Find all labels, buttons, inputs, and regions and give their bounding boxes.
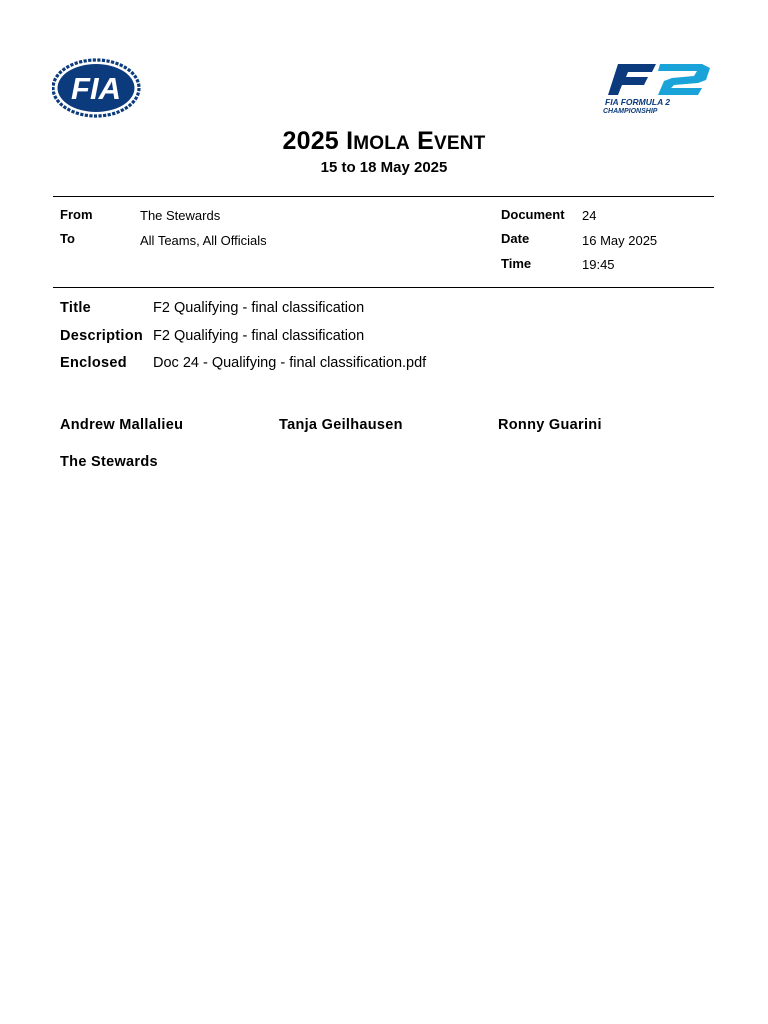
time-value: 19:45 — [582, 257, 615, 272]
enclosed-value: Doc 24 - Qualifying - final classification.pdf — [153, 355, 427, 371]
from-value: The Stewards — [140, 208, 221, 223]
event-title — [0, 126, 768, 159]
event-name-word-1: IMOLA — [346, 127, 410, 155]
document-label: Document — [501, 207, 565, 222]
divider-bottom — [53, 287, 714, 288]
event-year: 2025 — [282, 127, 339, 155]
event-header — [0, 126, 768, 177]
date-value: 16 May 2025 — [582, 233, 658, 248]
to-label: To — [60, 231, 75, 246]
event-dates: 15 to 18 May 2025 — [320, 159, 448, 176]
date-label: Date — [501, 231, 530, 246]
steward-name-3: Ronny Guarini — [498, 417, 602, 433]
time-label: Time — [501, 256, 532, 271]
stewards-signature: The Stewards — [60, 454, 158, 470]
description-value: F2 Qualifying - final classification — [153, 328, 365, 344]
title-label: Title — [60, 300, 92, 316]
steward-name-1: Andrew Mallalieu — [60, 417, 184, 433]
f2-logo-line1: FIA FORMULA 2 — [605, 97, 671, 107]
f2-championship-logo-icon — [598, 62, 716, 114]
enclosed-label: Enclosed — [60, 355, 127, 371]
description-label: Description — [60, 328, 144, 344]
fia-logo-text: FIA — [71, 71, 121, 106]
steward-name-2: Tanja Geilhausen — [279, 417, 403, 433]
divider-top — [53, 196, 714, 197]
title-value: F2 Qualifying - final classification — [153, 300, 365, 316]
f2-logo-line2: CHAMPIONSHIP — [603, 108, 658, 114]
from-label: From — [60, 207, 93, 222]
event-name-word-2: EVENT — [417, 127, 486, 155]
document-value: 24 — [582, 208, 597, 223]
fia-logo-icon — [52, 58, 142, 118]
to-value: All Teams, All Officials — [140, 233, 267, 248]
